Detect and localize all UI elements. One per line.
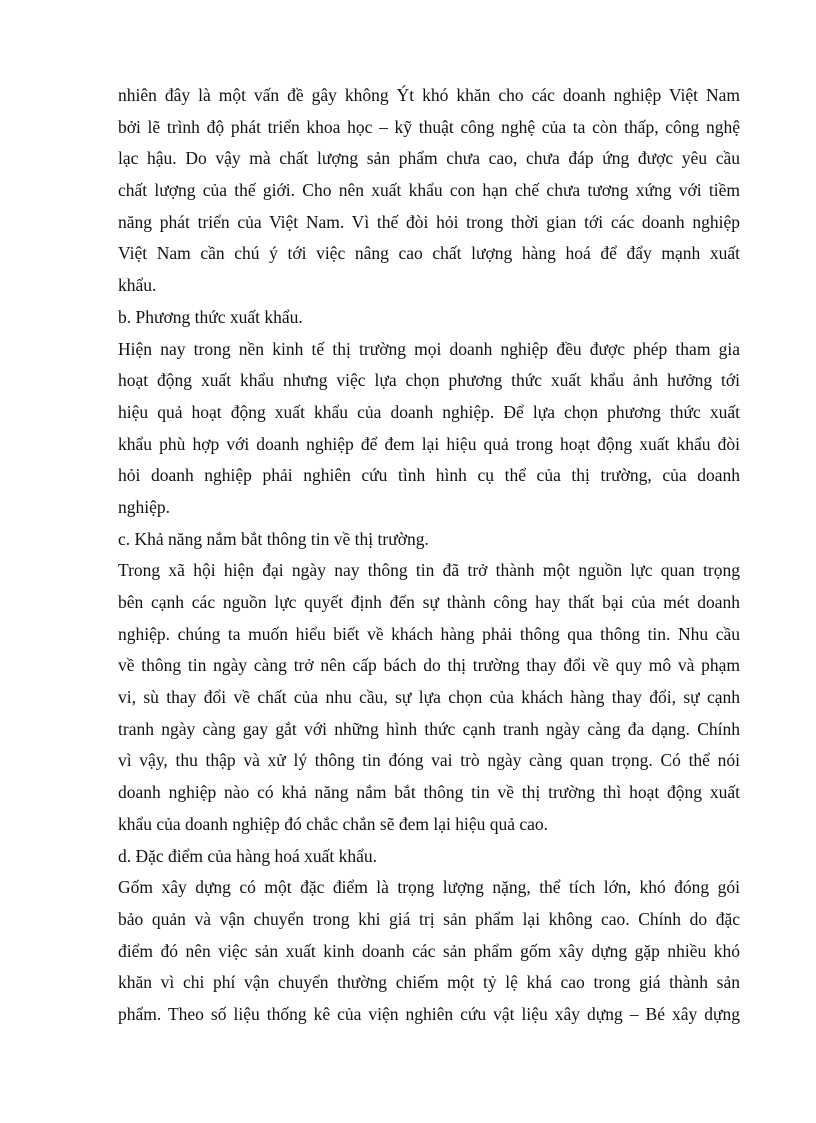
text-line: nhiên đây là một vấn đề gây không Ýt khó khăn cho các doanh nghiệp Việt Nam xyxy=(118,85,740,105)
text-line: c. Khả năng nắm bắt thông tin về thị trường. xyxy=(118,528,429,549)
document-body xyxy=(118,80,740,1031)
text-line: d. Đặc điểm của hàng hoá xuất khẩu. xyxy=(118,845,378,866)
text-line: phẩm. Theo số liệu thống kê của viện nghiên cứu vật liệu xây dựng – Bé xây dựng xyxy=(118,1003,740,1024)
text-line: về thông tin ngày càng trở nên cấp bách do thị trường thay đổi về quy mô và phạm xyxy=(118,655,740,676)
text-line: hoạt động xuất khẩu nhưng việc lựa chọn phương thức xuất khẩu ảnh hưởng tới xyxy=(118,370,740,391)
text-line: Việt Nam cần chú ý tới việc nâng cao chất lượng hàng hoá để đẩy mạnh xuất xyxy=(118,243,740,264)
text-line: nghiệp. chúng ta muốn hiểu biết về khách hàng phải thông qua thông tin. Nhu cầu xyxy=(118,623,740,644)
text-line: hiệu quả hoạt động xuất khẩu của doanh nghiệp. Để lựa chọn phương thức xuất xyxy=(118,401,740,422)
text-line: bởi lẽ trình độ phát triển khoa học – kỹ thuật công nghệ của ta còn thấp, công nghệ xyxy=(118,116,740,137)
text-line: khẩu của doanh nghiệp đó chắc chắn sẽ đem lại hiệu quả cao. xyxy=(118,813,549,834)
text-line: doanh nghiệp nào có khả năng nắm bắt thông tin về thị trường thì hoạt động xuất xyxy=(118,782,740,803)
text-line: vì vậy, thu thập và xử lý thông tin đóng vai trò ngày càng quan trọng. Có thể nói xyxy=(118,750,740,771)
text-line: b. Phương thức xuất khẩu. xyxy=(118,306,303,327)
text-line: khăn vì chi phí vận chuyển thường chiếm một tỷ lệ khá cao trong giá thành sản xyxy=(118,972,740,993)
text-line: năng phát triển của Việt Nam. Vì thế đòi hỏi trong thời gian tới các doanh nghiệp xyxy=(118,211,740,232)
text-line: bên cạnh các nguồn lực quyết định đến sự thành công hay thất bại của mét doanh xyxy=(118,592,740,612)
text-line: Trong xã hội hiện đại ngày nay thông tin đã trở thành một nguồn lực quan trọng xyxy=(118,560,740,581)
text-line: khẩu. xyxy=(118,275,157,296)
text-line: lạc hậu. Do vậy mà chất lượng sản phẩm chưa cao, chưa đáp ứng được yêu cầu xyxy=(118,148,740,169)
text-line: tranh ngày càng gay gắt với những hình thức cạnh tranh ngày càng đa dạng. Chính xyxy=(118,718,740,739)
text-line: Gốm xây dựng có một đặc điểm là trọng lượng nặng, thể tích lớn, khó đóng gói xyxy=(118,877,740,898)
document-page xyxy=(118,80,740,1031)
text-line: bảo quản và vận chuyển trong khi giá trị sản phẩm lại không cao. Chính do đặc xyxy=(118,908,740,929)
text-line: khẩu phù hợp với doanh nghiệp để đem lại hiệu quả trong hoạt động xuất khẩu đòi xyxy=(118,433,740,454)
text-line: chất lượng của thế giới. Cho nên xuất khẩu con hạn chế chưa tương xứng với tiềm xyxy=(118,180,740,201)
text-line: Hiện nay trong nền kinh tế thị trường mọi doanh nghiệp đều được phép tham gia xyxy=(118,338,740,359)
text-line: hỏi doanh nghiệp phải nghiên cứu tình hình cụ thể của thị trường, của doanh xyxy=(118,465,740,486)
text-line: điểm đó nên việc sản xuất kinh doanh các sản phẩm gốm xây dựng gặp nhiều khó xyxy=(118,940,740,961)
text-line: vi, sù thay đổi về chất của nhu cầu, sự lựa chọn của khách hàng thay đổi, sự cạnh xyxy=(118,687,740,708)
text-line: nghiệp. xyxy=(118,496,171,517)
